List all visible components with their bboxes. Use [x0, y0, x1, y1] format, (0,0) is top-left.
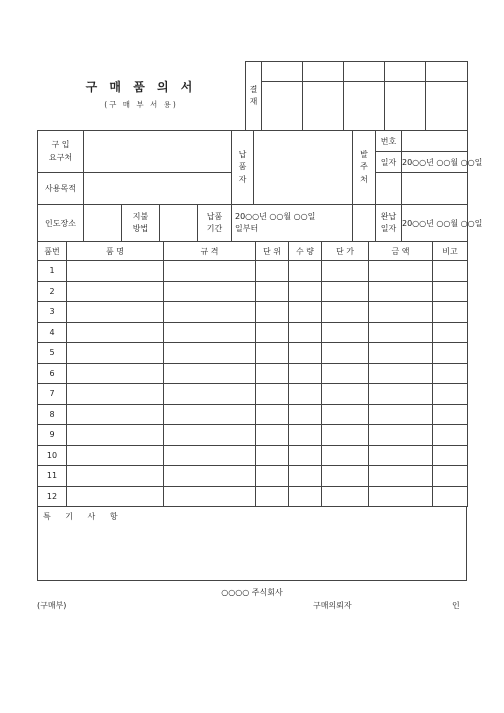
item-cell[interactable] — [164, 445, 256, 466]
delivery-period-extra[interactable] — [353, 205, 376, 242]
item-cell[interactable] — [164, 343, 256, 364]
item-cell[interactable] — [433, 466, 468, 487]
item-cell[interactable] — [164, 425, 256, 446]
completion-date-value[interactable]: 20○○년 ○○월 ○○일 — [402, 205, 468, 242]
item-cell[interactable] — [322, 384, 369, 405]
row-number: 9 — [38, 425, 67, 446]
item-cell[interactable] — [164, 404, 256, 425]
item-cell[interactable] — [256, 281, 289, 302]
item-cell[interactable] — [289, 343, 322, 364]
company-name: ○○○○ 주식회사 — [221, 588, 283, 597]
item-cell[interactable] — [289, 384, 322, 405]
approval-cell[interactable] — [262, 62, 303, 82]
date-value[interactable]: 20○○년 ○○월 ○○일 — [402, 152, 468, 173]
item-cell[interactable] — [164, 261, 256, 282]
item-cell[interactable] — [322, 363, 369, 384]
completion-date-label: 완납 일자 — [376, 205, 402, 242]
table-row — [38, 363, 468, 384]
table-row — [38, 302, 468, 323]
supplier-extra[interactable] — [402, 173, 468, 205]
item-cell[interactable] — [289, 486, 322, 507]
handover-place-label: 인도장소 — [38, 205, 84, 242]
item-cell[interactable] — [256, 466, 289, 487]
table-row — [38, 486, 468, 507]
approval-cell[interactable] — [344, 62, 385, 82]
item-cell[interactable] — [369, 384, 433, 405]
approval-cell[interactable] — [303, 62, 344, 82]
item-cell[interactable] — [433, 486, 468, 507]
item-cell[interactable] — [67, 466, 164, 487]
item-cell[interactable] — [164, 384, 256, 405]
approval-sign-cell[interactable] — [344, 82, 385, 131]
item-cell[interactable] — [433, 261, 468, 282]
item-cell[interactable] — [322, 322, 369, 343]
column-header: 단 위 — [256, 242, 289, 261]
number-field[interactable] — [402, 131, 468, 152]
column-header: 품번 — [38, 242, 67, 261]
item-cell[interactable] — [289, 302, 322, 323]
item-cell[interactable] — [67, 261, 164, 282]
item-cell[interactable] — [256, 343, 289, 364]
item-cell[interactable] — [322, 445, 369, 466]
delivery-label: 납 품 자 — [232, 131, 254, 205]
item-cell[interactable] — [256, 322, 289, 343]
column-header: 수 량 — [289, 242, 322, 261]
item-cell[interactable] — [289, 363, 322, 384]
item-cell[interactable] — [67, 445, 164, 466]
item-cell[interactable] — [433, 343, 468, 364]
notes-label: 특 기 사 항 — [43, 512, 124, 521]
table-row — [38, 404, 468, 425]
table-row — [38, 281, 468, 302]
purpose-label: 사용목적 — [38, 173, 84, 205]
row-number: 1 — [38, 261, 67, 282]
column-header: 품 명 — [67, 242, 164, 261]
approval-label: 결 재 — [246, 62, 262, 131]
item-cell[interactable] — [67, 343, 164, 364]
item-cell[interactable] — [164, 322, 256, 343]
payment-method-label: 지불 방법 — [122, 205, 160, 242]
approval-sign-cell[interactable] — [303, 82, 344, 131]
table-row — [38, 261, 468, 282]
handover-place-field[interactable] — [84, 205, 122, 242]
row-number: 6 — [38, 363, 67, 384]
table-row — [38, 445, 468, 466]
item-cell[interactable] — [256, 384, 289, 405]
approval-table — [245, 61, 468, 131]
item-cell[interactable] — [322, 466, 369, 487]
item-cell[interactable] — [67, 384, 164, 405]
item-cell[interactable] — [256, 261, 289, 282]
item-cell[interactable] — [433, 302, 468, 323]
page-title: 구 매 품 의 서 — [85, 80, 197, 94]
item-cell[interactable] — [289, 425, 322, 446]
delivery-field[interactable] — [254, 131, 353, 205]
item-cell[interactable] — [67, 404, 164, 425]
row-number: 2 — [38, 281, 67, 302]
item-cell[interactable] — [256, 445, 289, 466]
item-cell[interactable] — [322, 425, 369, 446]
purpose-field[interactable] — [84, 173, 232, 205]
approval-sign-cell[interactable] — [262, 82, 303, 131]
delivery-period-value[interactable]: 20○○년 ○○월 ○○일 일부터 — [232, 205, 353, 242]
column-header: 비고 — [433, 242, 468, 261]
item-cell[interactable] — [164, 466, 256, 487]
approval-sign-cell[interactable] — [385, 82, 426, 131]
delivery-period-label: 납품 기간 — [198, 205, 232, 242]
column-header: 규 격 — [164, 242, 256, 261]
row-number: 12 — [38, 486, 67, 507]
item-cell[interactable] — [289, 281, 322, 302]
item-cell[interactable] — [289, 404, 322, 425]
item-cell[interactable] — [369, 281, 433, 302]
requester-field[interactable] — [84, 131, 232, 173]
approval-sign-cell[interactable] — [426, 82, 468, 131]
item-cell[interactable] — [369, 445, 433, 466]
approval-cell[interactable] — [385, 62, 426, 82]
department-label: (구매부) — [37, 601, 67, 610]
item-cell[interactable] — [289, 445, 322, 466]
item-cell[interactable] — [322, 302, 369, 323]
supplier-label: 발 주 처 — [353, 131, 376, 205]
item-cell[interactable] — [322, 261, 369, 282]
item-cell[interactable] — [67, 425, 164, 446]
notes-field[interactable] — [38, 507, 467, 581]
table-row — [38, 384, 468, 405]
supplier-extra[interactable] — [376, 173, 402, 205]
item-cell[interactable] — [67, 302, 164, 323]
row-number: 7 — [38, 384, 67, 405]
date-label: 일자 — [376, 152, 402, 173]
item-cell[interactable] — [433, 425, 468, 446]
seal-label: 인 — [452, 601, 460, 610]
item-cell[interactable] — [67, 363, 164, 384]
item-cell[interactable] — [322, 486, 369, 507]
table-row — [38, 343, 468, 364]
table-row — [38, 425, 468, 446]
item-cell[interactable] — [256, 425, 289, 446]
row-number: 10 — [38, 445, 67, 466]
item-cell[interactable] — [322, 404, 369, 425]
item-cell[interactable] — [322, 281, 369, 302]
item-cell[interactable] — [322, 343, 369, 364]
item-cell[interactable] — [164, 486, 256, 507]
item-cell[interactable] — [67, 486, 164, 507]
requester-label: 구 입 요구처 — [38, 131, 84, 173]
item-cell[interactable] — [369, 261, 433, 282]
item-cell[interactable] — [256, 302, 289, 323]
item-cell[interactable] — [433, 363, 468, 384]
item-cell[interactable] — [164, 302, 256, 323]
page-subtitle: (구 매 부 서 용) — [104, 100, 178, 109]
row-number: 8 — [38, 404, 67, 425]
row-number: 5 — [38, 343, 67, 364]
approval-cell[interactable] — [426, 62, 468, 82]
column-header: 금 액 — [369, 242, 433, 261]
requester-signature-label: 구매의뢰자 — [313, 601, 352, 610]
item-cell[interactable] — [369, 425, 433, 446]
item-cell[interactable] — [67, 281, 164, 302]
item-cell[interactable] — [433, 404, 468, 425]
item-cell[interactable] — [369, 322, 433, 343]
item-cell[interactable] — [67, 322, 164, 343]
info-table — [37, 130, 483, 242]
item-cell[interactable] — [369, 343, 433, 364]
item-cell[interactable] — [164, 281, 256, 302]
table-row — [38, 322, 468, 343]
item-cell[interactable] — [164, 363, 256, 384]
item-cell[interactable] — [433, 281, 468, 302]
item-cell[interactable] — [433, 384, 468, 405]
row-number: 11 — [38, 466, 67, 487]
item-cell[interactable] — [256, 404, 289, 425]
row-number: 4 — [38, 322, 67, 343]
payment-method-field[interactable] — [160, 205, 198, 242]
item-cell[interactable] — [289, 322, 322, 343]
notes-table — [37, 506, 467, 581]
item-cell[interactable] — [433, 445, 468, 466]
item-cell[interactable] — [369, 363, 433, 384]
items-table — [37, 241, 468, 507]
item-cell[interactable] — [256, 363, 289, 384]
item-cell[interactable] — [369, 302, 433, 323]
column-header: 단 가 — [322, 242, 369, 261]
item-cell[interactable] — [256, 486, 289, 507]
item-cell[interactable] — [289, 466, 322, 487]
item-cell[interactable] — [369, 404, 433, 425]
item-cell[interactable] — [289, 261, 322, 282]
item-cell[interactable] — [433, 322, 468, 343]
row-number: 3 — [38, 302, 67, 323]
table-row — [38, 466, 468, 487]
item-cell[interactable] — [369, 466, 433, 487]
item-cell[interactable] — [369, 486, 433, 507]
number-label: 번호 — [376, 131, 402, 152]
